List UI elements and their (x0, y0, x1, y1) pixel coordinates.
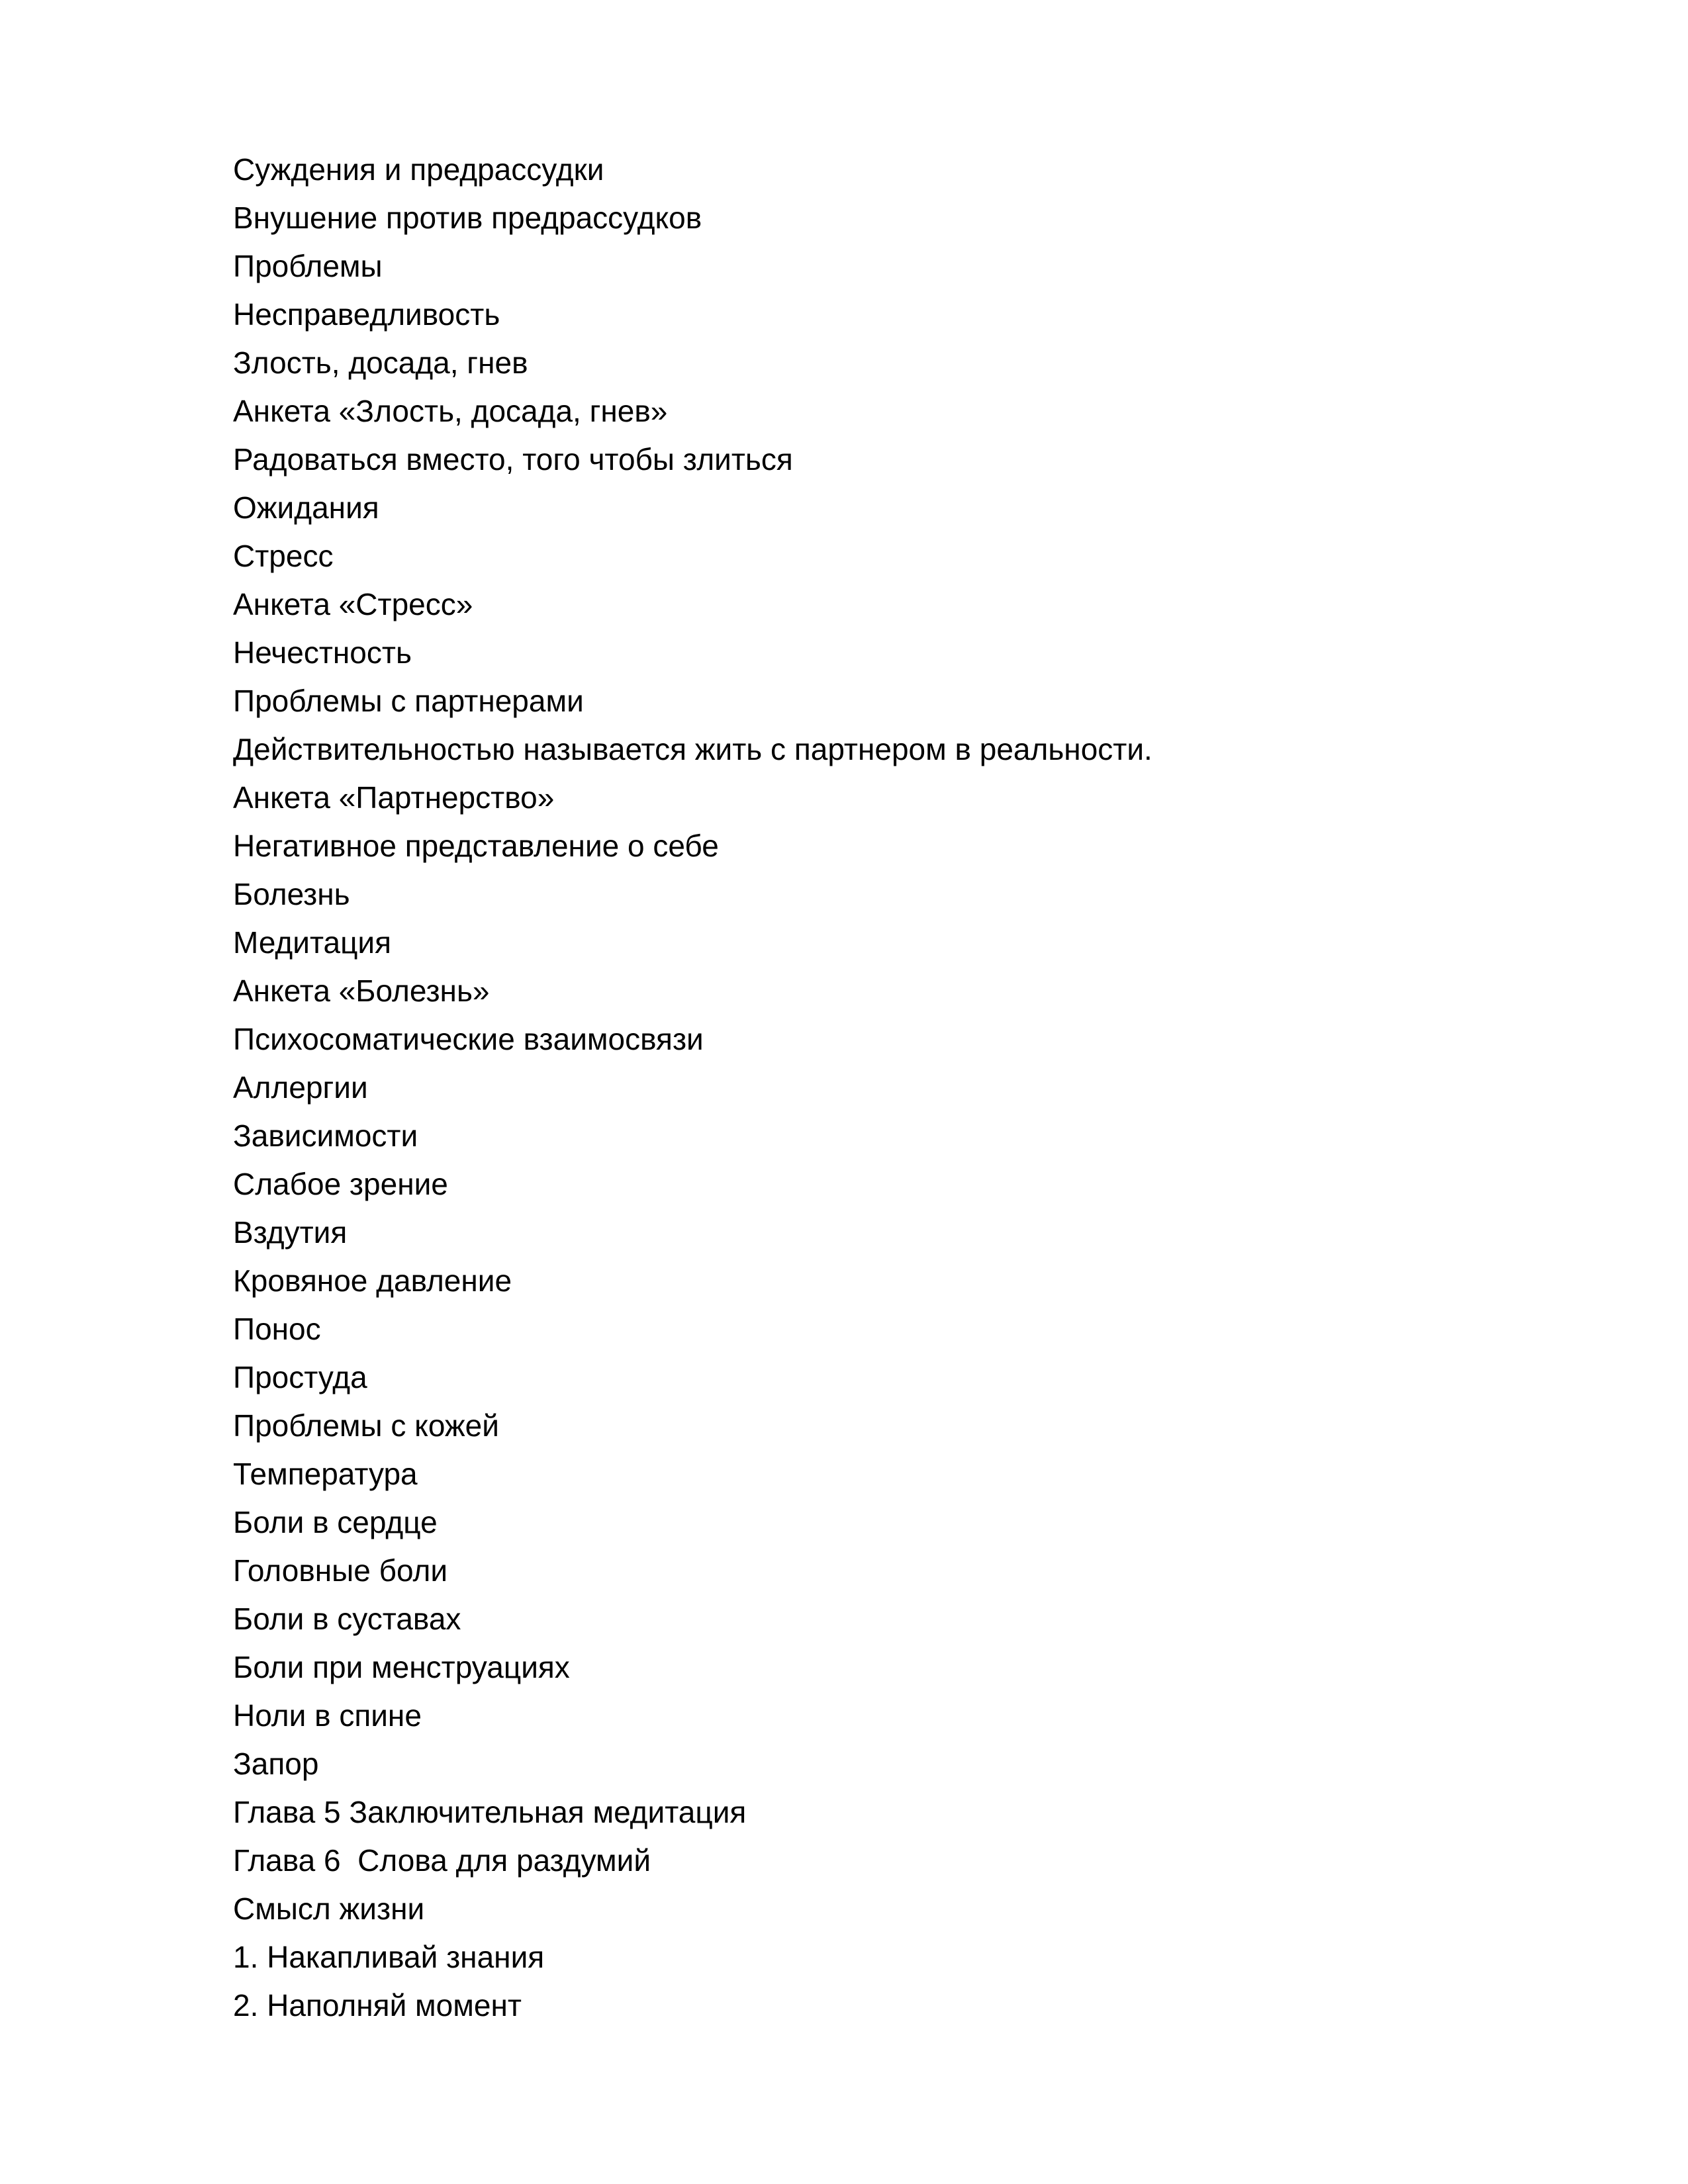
toc-line: Радоваться вместо, того чтобы злиться (233, 442, 793, 477)
toc-line: 1. Накапливай знания (233, 1940, 545, 1974)
toc-line: Запор (233, 1747, 319, 1781)
toc-line: Внушение против предрассудков (233, 201, 702, 235)
toc-line: Нечестность (233, 635, 412, 670)
toc-line: Смысл жизни (233, 1891, 425, 1926)
toc-line: Стресс (233, 539, 334, 573)
toc-line: Кровяное давление (233, 1263, 512, 1298)
toc-line: Простуда (233, 1360, 367, 1394)
toc-line: Проблемы (233, 249, 383, 283)
toc-line: Несправедливость (233, 297, 500, 332)
toc-line: Боли в сердце (233, 1505, 438, 1539)
toc-line: Суждения и предрассудки (233, 152, 604, 187)
toc-line: Аллергии (233, 1070, 368, 1105)
toc-line: Анкета «Стресс» (233, 587, 473, 621)
toc-line: Действительностью называется жить с партнером в реальности. (233, 732, 1152, 766)
toc-line: Анкета «Партнерство» (233, 780, 555, 815)
toc-line: Негативное представление о себе (233, 829, 719, 863)
toc-line: Вздутия (233, 1215, 348, 1250)
toc-line: Медитация (233, 925, 392, 960)
toc-line: Ожидания (233, 490, 379, 525)
toc-line: Слабое зрение (233, 1167, 448, 1201)
toc-line: Глава 5 Заключительная медитация (233, 1795, 747, 1829)
toc-line: Температура (233, 1457, 418, 1491)
toc-line: Зависимости (233, 1118, 418, 1153)
toc-line: Головные боли (233, 1553, 448, 1588)
toc-line: Ноли в спине (233, 1698, 422, 1733)
toc-line: Боли при менструациях (233, 1650, 570, 1684)
toc-line: Проблемы с партнерами (233, 684, 584, 718)
toc-line: Злость, досада, гнев (233, 345, 528, 380)
toc-line: Боли в суставах (233, 1602, 461, 1636)
toc-line: 2. Наполняй момент (233, 1988, 522, 2023)
toc-line: Понос (233, 1312, 321, 1346)
toc-line: Проблемы с кожей (233, 1408, 499, 1443)
toc-line: Анкета «Болезнь» (233, 974, 490, 1008)
toc-line: Анкета «Злость, досада, гнев» (233, 394, 668, 428)
toc-list (233, 146, 1152, 2030)
toc-line: Болезнь (233, 877, 350, 911)
toc-line: Психосоматические взаимосвязи (233, 1022, 704, 1056)
toc-line: Глава 6 Слова для раздумий (233, 1843, 651, 1878)
